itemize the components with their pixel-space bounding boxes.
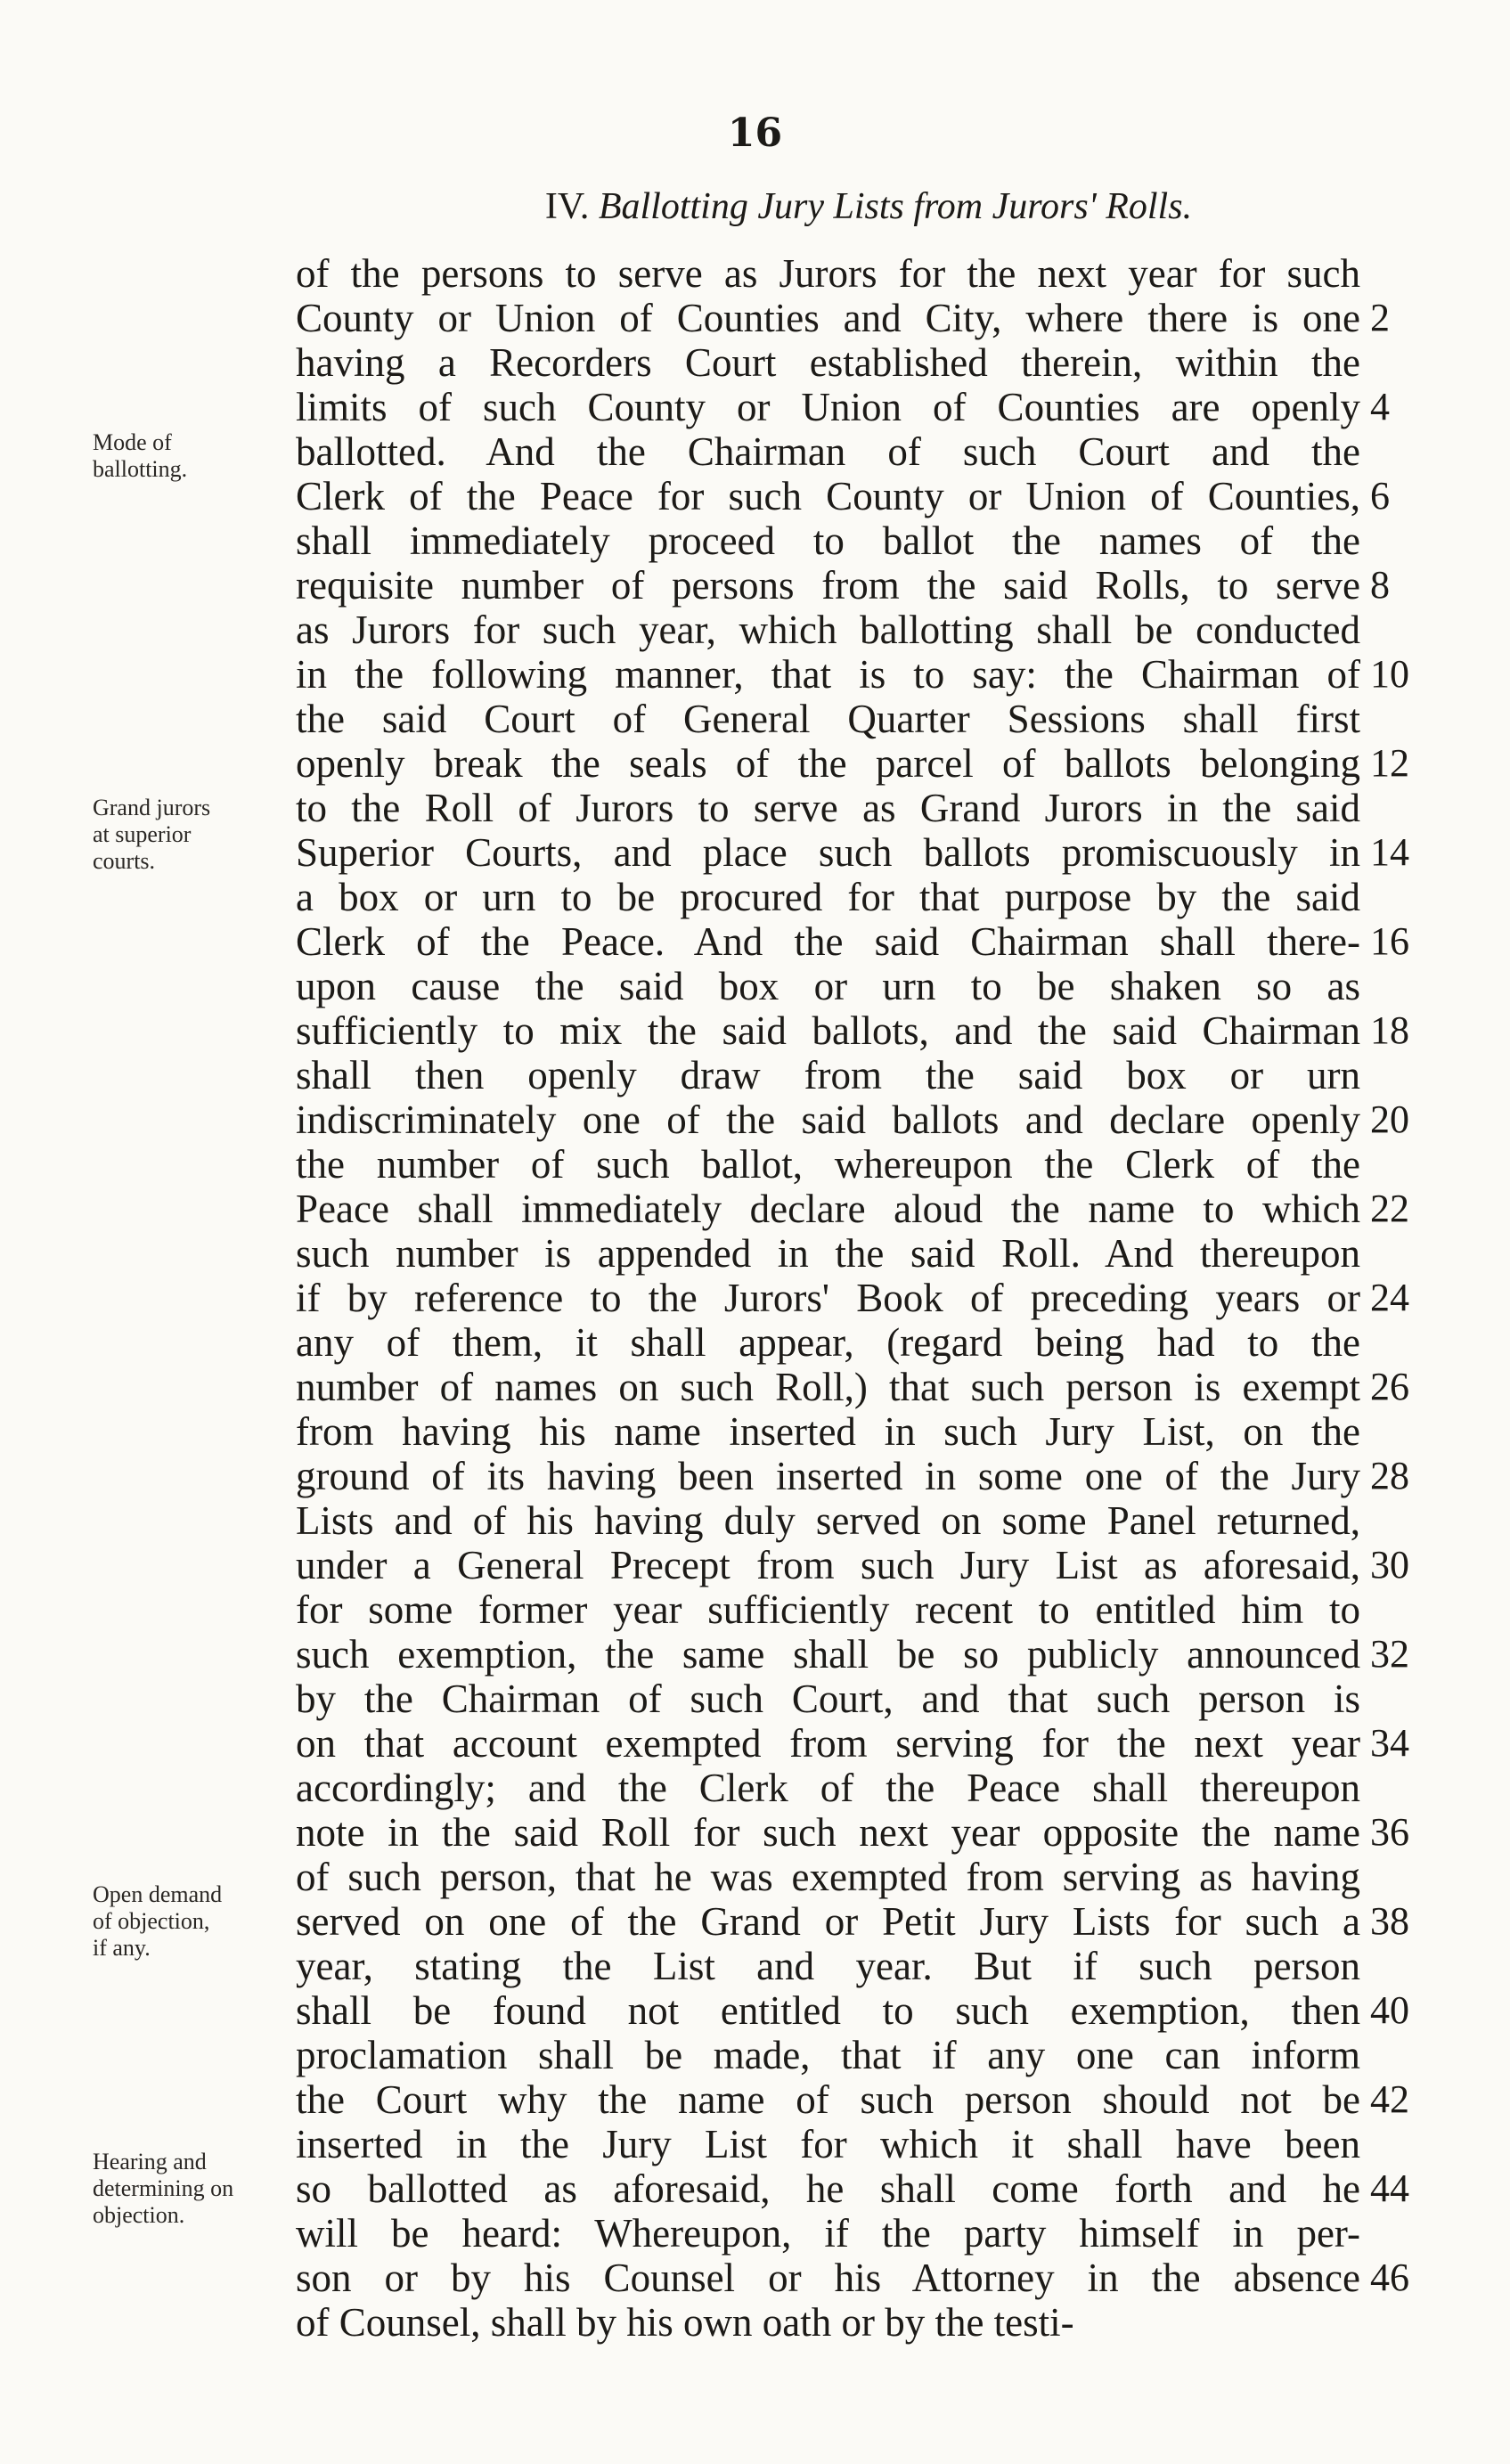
text-line: openly break the seals of the parcel of ballots belonging xyxy=(296,741,1360,786)
page-number: 16 xyxy=(727,110,783,156)
line-number: 34 xyxy=(1370,1721,1409,1765)
text-line: to the Roll of Jurors to serve as Grand Jurors in the said xyxy=(296,786,1360,830)
margin-note-grand-jurors xyxy=(93,795,289,875)
text-line: proclamation shall be made, that if any one can inform xyxy=(296,2033,1360,2077)
text-line: son or by his Counsel or his Attorney in the absence xyxy=(296,2256,1360,2300)
line-number: 40 xyxy=(1370,1988,1409,2032)
line-number: 46 xyxy=(1370,2256,1409,2299)
margin-note-line: Mode of xyxy=(93,429,172,455)
text-line: such number is appended in the said Roll. And thereupon xyxy=(296,1231,1360,1276)
text-line: if by reference to the Jurors' Book of preceding years or xyxy=(296,1276,1360,1320)
text-line: ballotted. And the Chairman of such Court and the xyxy=(296,429,1360,474)
text-line: sufficiently to mix the said ballots, and the said Chairman xyxy=(296,1008,1360,1053)
margin-note-hearing xyxy=(93,2149,289,2229)
text-line: Clerk of the Peace for such County or Union of Counties, xyxy=(296,474,1360,518)
text-line: the number of such ballot, whereupon the Clerk of the xyxy=(296,1142,1360,1187)
text-line: from having his name inserted in such Jury List, on the xyxy=(296,1409,1360,1454)
text-line: requisite number of persons from the said Rolls, to serve xyxy=(296,563,1360,608)
text-line: such exemption, the same shall be so publicly announced xyxy=(296,1632,1360,1677)
text-line: shall be found not entitled to such exemption, then xyxy=(296,1988,1360,2033)
text-line: as Jurors for such year, which ballotting shall be conducted xyxy=(296,608,1360,652)
text-line: County or Union of Counties and City, where there is one xyxy=(296,296,1360,340)
text-line: of Counsel, shall by his own oath or by the testi- xyxy=(296,2300,1074,2345)
line-number: 22 xyxy=(1370,1187,1409,1230)
margin-note-line: objection. xyxy=(93,2202,185,2228)
line-number: 18 xyxy=(1370,1008,1409,1052)
line-number: 38 xyxy=(1370,1899,1409,1943)
text-line: served on one of the Grand or Petit Jury Lists for such a xyxy=(296,1899,1360,1944)
line-number: 36 xyxy=(1370,1810,1409,1854)
text-line: having a Recorders Court established therein, within the xyxy=(296,340,1360,385)
margin-note-line: at superior xyxy=(93,821,192,847)
text-line: limits of such County or Union of Counties are openly xyxy=(296,385,1360,429)
line-number: 6 xyxy=(1370,474,1390,518)
text-line: so ballotted as aforesaid, he shall come forth and he xyxy=(296,2166,1360,2211)
text-line: of the persons to serve as Jurors for the next year for such xyxy=(296,251,1360,296)
margin-note-line: of objection, xyxy=(93,1908,210,1934)
margin-note-mode-of-ballotting xyxy=(93,429,289,483)
line-number: 24 xyxy=(1370,1276,1409,1319)
text-line: accordingly; and the Clerk of the Peace shall thereupon xyxy=(296,1766,1360,1810)
line-number: 16 xyxy=(1370,919,1409,963)
text-line: shall immediately proceed to ballot the names of the xyxy=(296,518,1360,563)
margin-note-line: if any. xyxy=(93,1935,151,1961)
line-number: 30 xyxy=(1370,1543,1409,1587)
margin-note-open-demand xyxy=(93,1881,289,1962)
text-line: a box or urn to be procured for that purpose by the said xyxy=(296,875,1360,919)
line-number: 42 xyxy=(1370,2077,1409,2121)
line-number: 20 xyxy=(1370,1097,1409,1141)
text-line: the Court why the name of such person should not be xyxy=(296,2077,1360,2122)
margin-note-line: Grand jurors xyxy=(93,795,211,820)
text-line: on that account exempted from serving for the next year xyxy=(296,1721,1360,1766)
line-number: 44 xyxy=(1370,2166,1409,2210)
margin-note-line: determining on xyxy=(93,2175,234,2201)
margin-note-line: Open demand xyxy=(93,1881,223,1907)
running-head xyxy=(374,185,1363,228)
text-line: under a General Precept from such Jury List as aforesaid, xyxy=(296,1543,1360,1587)
text-line: of such person, that he was exempted from serving as having xyxy=(296,1855,1360,1899)
text-line: inserted in the Jury List for which it shall have been xyxy=(296,2122,1360,2166)
section-title: Ballotting Jury Lists from Jurors' Rolls. xyxy=(598,186,1193,227)
text-line: in the following manner, that is to say: the Chairman of xyxy=(296,652,1360,697)
line-number: 8 xyxy=(1370,563,1390,607)
line-number: 28 xyxy=(1370,1454,1409,1497)
margin-note-line: courts. xyxy=(93,848,156,874)
text-line: note in the said Roll for such next year opposite the name xyxy=(296,1810,1360,1855)
line-number: 2 xyxy=(1370,296,1390,339)
text-line: shall then openly draw from the said box or urn xyxy=(296,1053,1360,1097)
text-line: by the Chairman of such Court, and that such person is xyxy=(296,1677,1360,1721)
text-line: will be heard: Whereupon, if the party himself in per- xyxy=(296,2211,1360,2256)
margin-note-line: Hearing and xyxy=(93,2149,207,2174)
section-numeral: IV. xyxy=(544,186,590,227)
line-number: 26 xyxy=(1370,1365,1409,1408)
line-number: 10 xyxy=(1370,652,1409,696)
text-line: Peace shall immediately declare aloud the name to which xyxy=(296,1187,1360,1231)
text-line: Clerk of the Peace. And the said Chairman shall there- xyxy=(296,919,1360,964)
margin-note-line: ballotting. xyxy=(93,456,188,482)
text-line: Superior Courts, and place such ballots promiscuously in xyxy=(296,830,1360,875)
text-line: ground of its having been inserted in some one of the Jury xyxy=(296,1454,1360,1498)
line-number: 32 xyxy=(1370,1632,1409,1676)
text-line: Lists and of his having duly served on some Panel returned, xyxy=(296,1498,1360,1543)
line-number: 12 xyxy=(1370,741,1409,785)
text-line: number of names on such Roll,) that such person is exempt xyxy=(296,1365,1360,1409)
text-line: indiscriminately one of the said ballots and declare openly xyxy=(296,1097,1360,1142)
text-line: any of them, it shall appear, (regard being had to the xyxy=(296,1320,1360,1365)
body-text xyxy=(0,251,1510,2345)
line-number: 14 xyxy=(1370,830,1409,874)
text-line: year, stating the List and year. But if such person xyxy=(296,1944,1360,1988)
text-line: for some former year sufficiently recent to entitled him to xyxy=(296,1587,1360,1632)
text-line: upon cause the said box or urn to be shaken so as xyxy=(296,964,1360,1008)
line-number: 4 xyxy=(1370,385,1390,428)
text-line: the said Court of General Quarter Sessions shall first xyxy=(296,697,1360,741)
